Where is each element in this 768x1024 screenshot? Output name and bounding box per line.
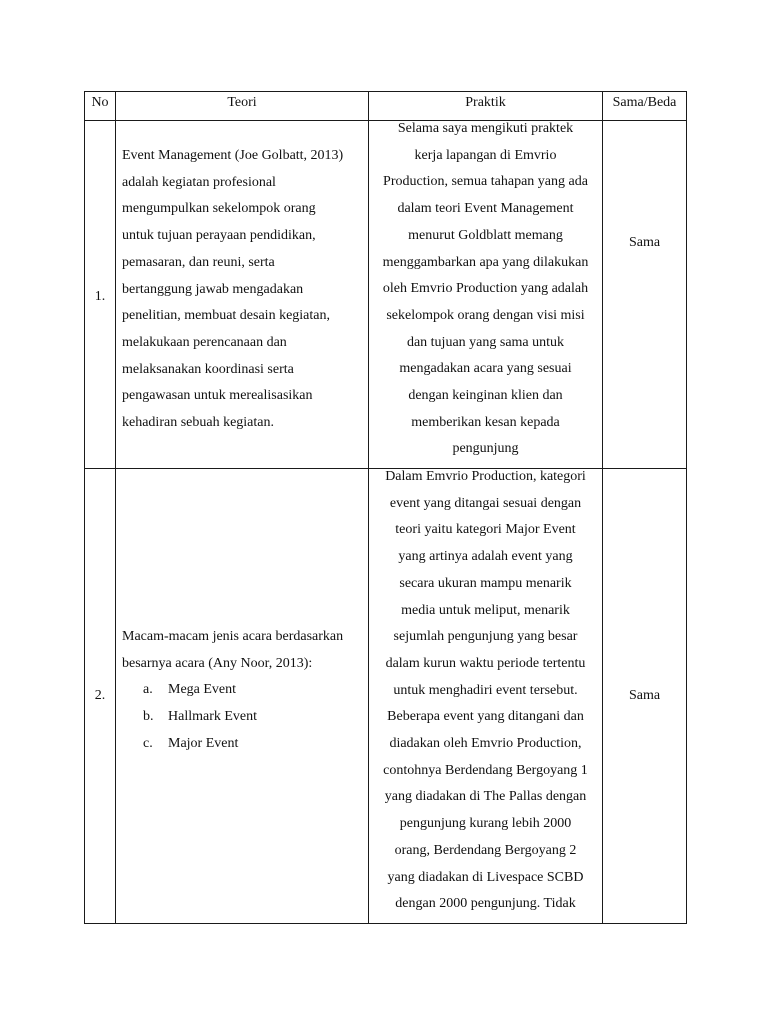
list-marker: b.: [143, 709, 154, 725]
list-marker: a.: [143, 682, 153, 698]
row-number-cell: [85, 469, 116, 924]
teori-list: [122, 677, 362, 757]
table-row: [85, 121, 687, 469]
teori-text: Event Management (Joe Golbatt, 2013) adalah kegiatan profesional mengumpulkan sekelompok orang untuk tujuan perayaan pendidikan, pemasaran, dan reuni, serta bertanggung jawab mengadakan penelitian, membuat desain kegiatan, melakukaan perencanaan dan melaksanakan koordinasi serta pengawasan untuk merealisasikan kehadiran sebuah kegiatan.: [122, 148, 344, 431]
table-row: [85, 469, 687, 924]
teori-cell: [116, 121, 369, 469]
header-teori: [116, 92, 369, 121]
praktik-text: Selama saya mengikuti praktek kerja lapangan di Emvrio Production, semua tahapan yang ada dalam teori Event Management menurut Goldblatt memang menggambarkan apa yang dilakukan oleh Emvrio Production yang adalah sekelompok orang dengan visi misi dan tujuan yang sama untuk mengadakan acara yang sesuai dengan keinginan klien dan memberikan kesan kepada pengunjung: [382, 121, 589, 457]
praktik-cell: [369, 121, 603, 469]
sama-beda-cell: [603, 469, 687, 924]
list-item: [122, 677, 362, 704]
row-number-cell: [85, 121, 116, 469]
table-body: [85, 121, 687, 924]
list-item-text: Major Event: [168, 735, 239, 751]
teori-intro: Macam-macam jenis acara berdasarkan besarnya acara (Any Noor, 2013):: [122, 629, 344, 671]
list-item: [122, 704, 362, 731]
document-page: [84, 91, 686, 924]
praktik-cell: [369, 469, 603, 924]
header-sama-beda: [603, 92, 687, 121]
header-no: [85, 92, 116, 121]
teori-cell: [116, 469, 369, 924]
list-marker: c.: [143, 735, 153, 751]
row-number: 1.: [94, 288, 106, 304]
sama-beda-value: Sama: [628, 688, 661, 703]
sama-beda-value: Sama: [628, 235, 661, 250]
list-item-text: Hallmark Event: [168, 709, 258, 725]
header-praktik-label: Praktik: [465, 95, 506, 110]
header-no-label: No: [91, 95, 109, 110]
praktik-text: Dalam Emvrio Production, kategori event yang ditangai sesuai dengan teori yaitu kategori Major Event yang artinya adalah event yang secara ukuran mampu menarik media untuk meliput, menarik sejumlah pengunjung yang besar dalam kurun waktu periode tertentu untuk menghadiri event tersebut. Beberapa event yang ditangani dan diadakan oleh Emvrio Production, contohnya Berdendang Bergoyang 1 yang diadakan di The Pallas dengan pengunjung kurang lebih 2000 orang, Berdendang Bergoyang 2 yang diadakan di Livespace SCBD dengan 2000 pengunjung. Tidak: [383, 469, 588, 912]
header-teori-label: Teori: [227, 95, 257, 110]
list-item-text: Mega Event: [168, 682, 237, 698]
list-item: [122, 731, 362, 758]
comparison-table: [84, 91, 687, 924]
sama-beda-cell: [603, 121, 687, 469]
row-number: 2.: [94, 688, 106, 703]
header-sama-beda-label: Sama/Beda: [612, 95, 677, 110]
